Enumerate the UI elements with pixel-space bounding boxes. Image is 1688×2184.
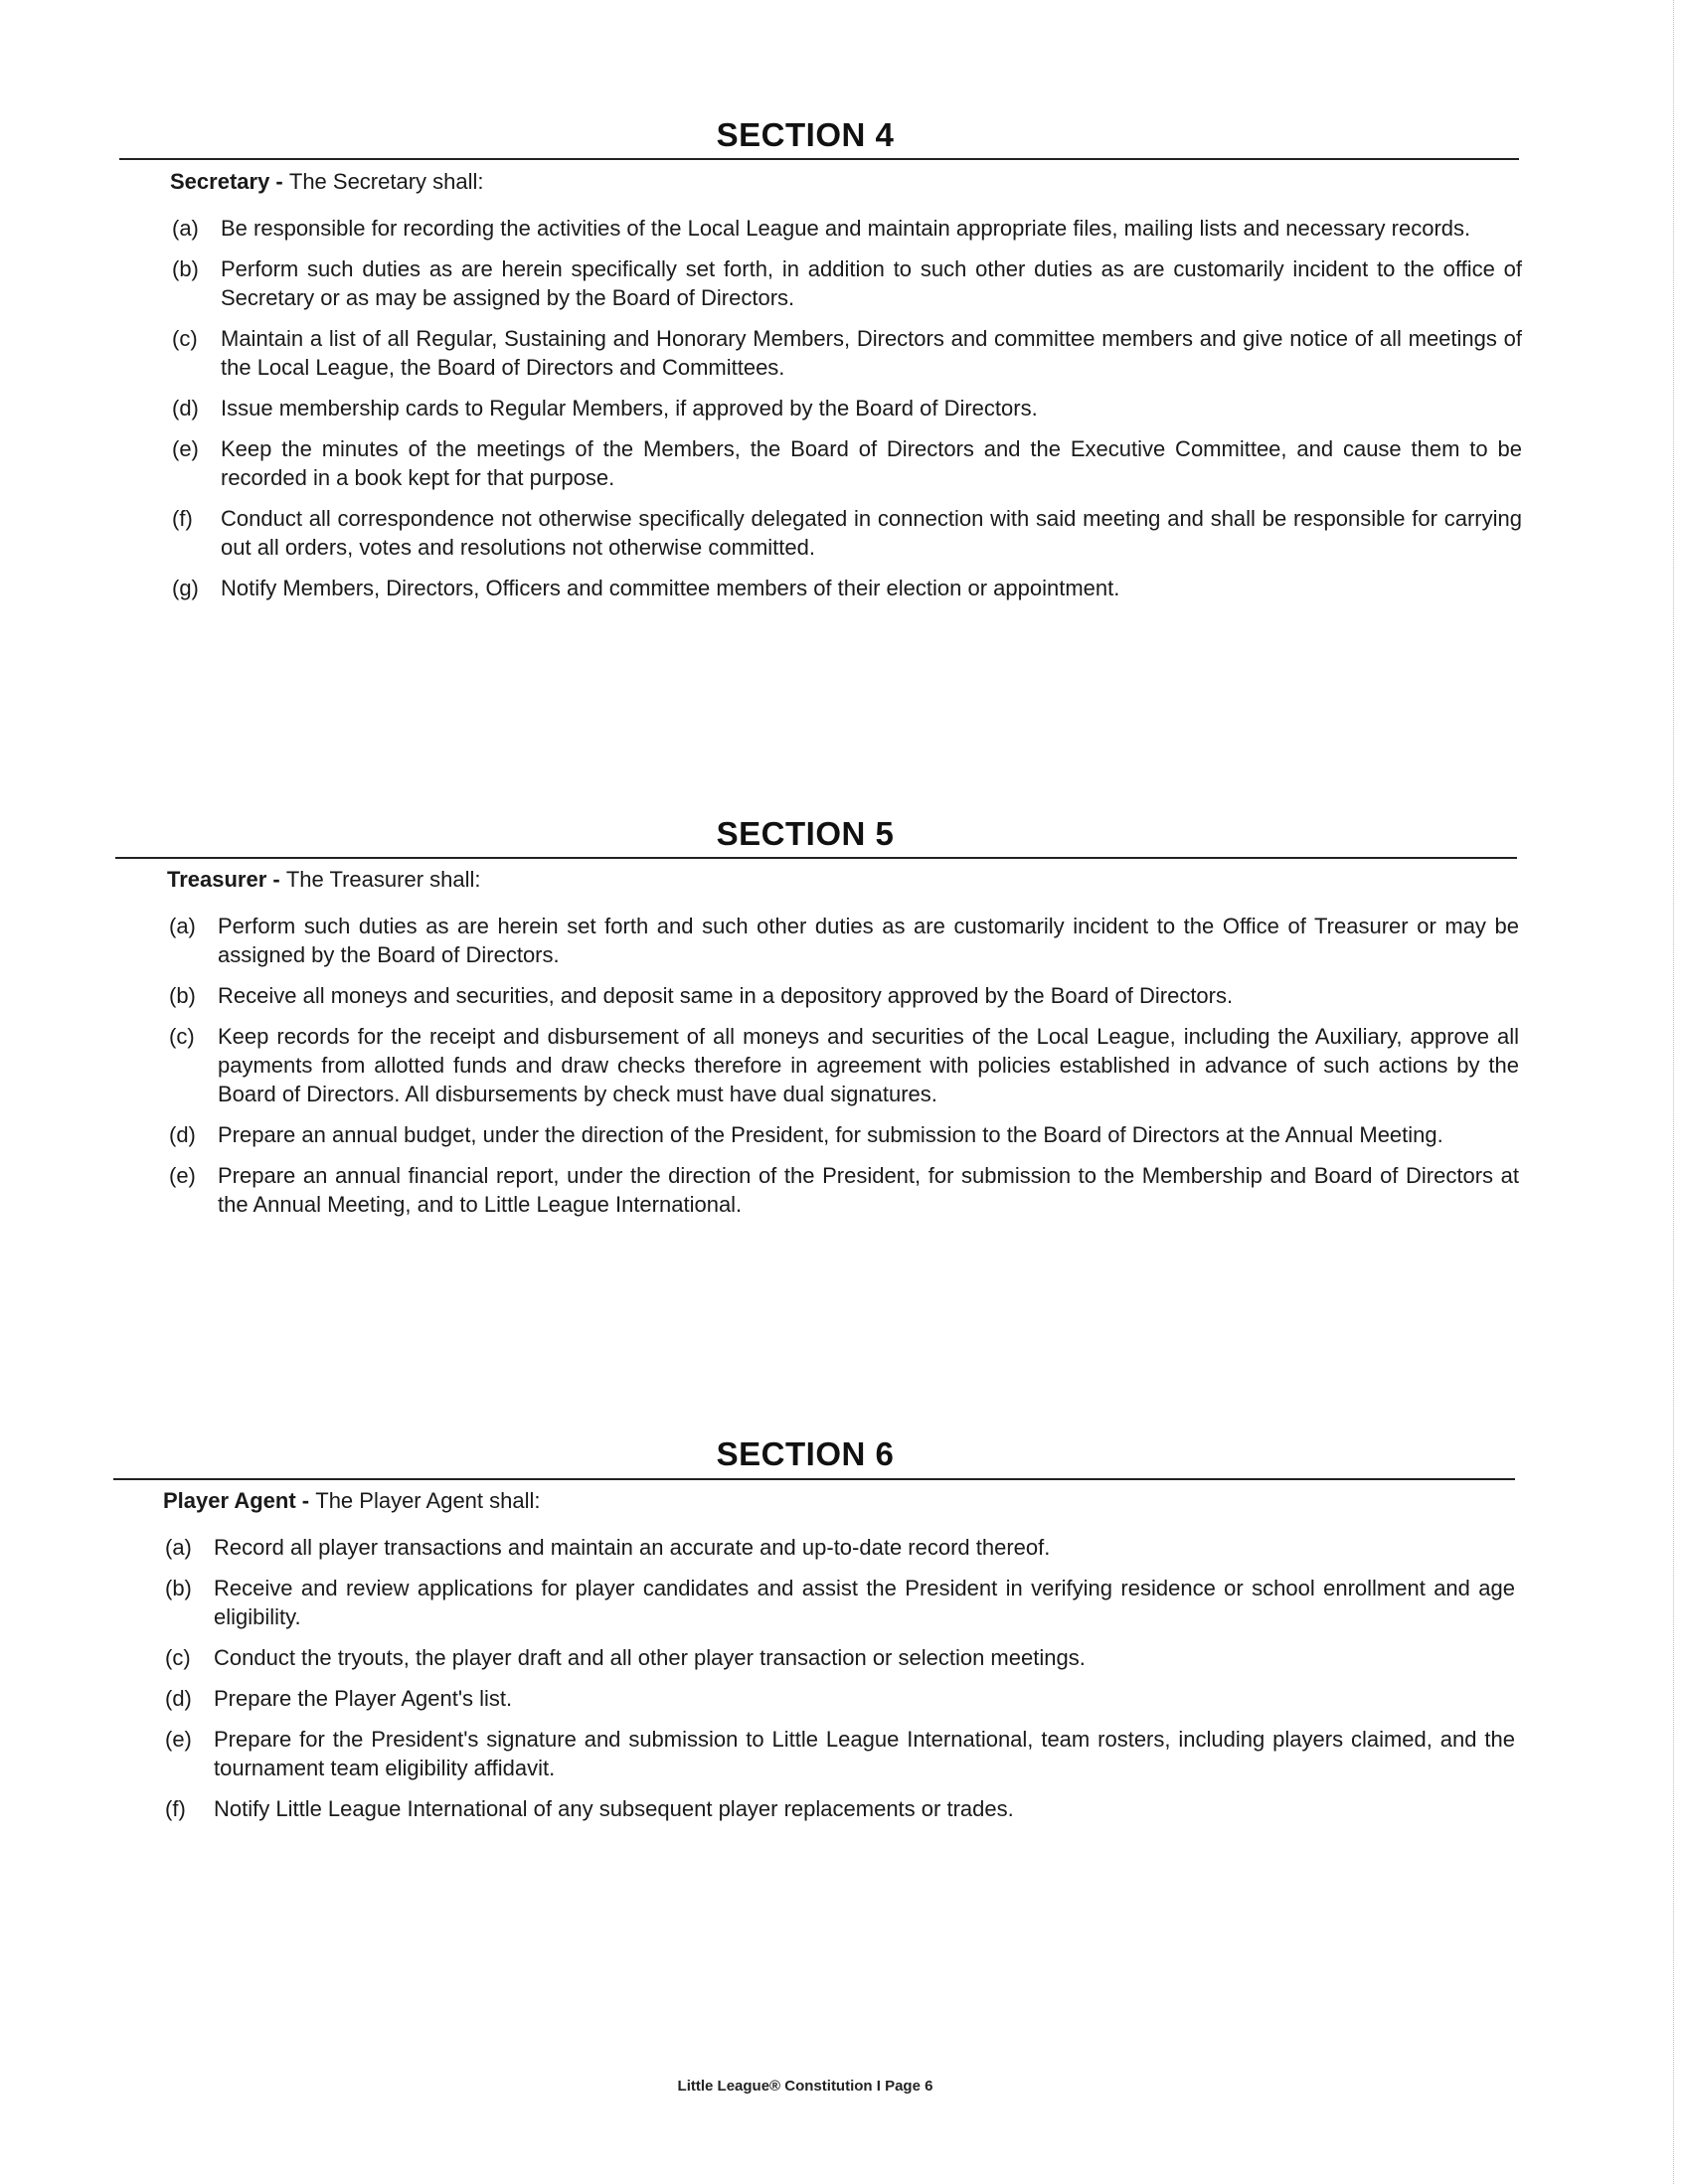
section-rule [119,158,1519,160]
item-text: Be responsible for recording the activities of the Local League and maintain appropriate files, mailing lists and necessary records. [221,216,1471,241]
item-label: (a) [172,216,199,241]
list-item [169,981,1519,1010]
section-title: SECTION 5 [716,815,895,852]
item-label: (b) [165,1576,192,1600]
section-intro: Treasurer - The Treasurer shall: [167,867,481,892]
item-label: (g) [172,576,199,600]
item-label: (f) [165,1796,186,1821]
item-text: Conduct the tryouts, the player draft and all other player transaction or selection meetings. [214,1645,1086,1670]
list-item [172,394,1522,422]
item-text: Maintain a list of all Regular, Sustaining and Honorary Members, Directors and committee members and give notice of all meetings of the Local League, the Board of Directors and Committees. [221,326,1522,380]
role-name: Player Agent [163,1488,296,1513]
intro-text: The Secretary shall: [288,169,484,194]
page-footer: Little League® Constitution I Page 6 [677,2078,933,2095]
item-text: Prepare an annual financial report, under the direction of the President, for submission to the Membership and Board of Directors at the Annual Meeting, and to Little League International. [218,1163,1519,1217]
item-label: (e) [169,1163,196,1188]
item-text: Prepare the Player Agent's list. [214,1686,513,1711]
item-label: (e) [165,1727,192,1752]
item-text: Issue membership cards to Regular Members, if approved by the Board of Directors. [221,396,1038,420]
item-text: Prepare an annual budget, under the direction of the President, for submission to the Board of Directors at the Annual Meeting. [218,1122,1443,1147]
list-item [165,1533,1515,1562]
item-label: (b) [169,983,196,1008]
item-text: Notify Members, Directors, Officers and committee members of their election or appointment. [221,576,1120,600]
item-list [169,912,1519,1231]
section-rule [113,1478,1515,1480]
list-item [172,254,1522,312]
list-item [165,1684,1515,1713]
intro-text: The Treasurer shall: [285,867,481,892]
section-rule [115,857,1517,859]
list-item [169,1022,1519,1108]
list-item [165,1794,1515,1823]
intro-text: The Player Agent shall: [315,1488,541,1513]
role-name: Secretary [170,169,270,194]
item-text: Record all player transactions and maintain an accurate and up-to-date record thereof. [214,1535,1051,1560]
list-item [172,434,1522,492]
item-label: (c) [169,1024,195,1049]
item-label: (b) [172,256,199,281]
list-item [172,504,1522,562]
scan-edge [1673,0,1675,2184]
item-text: Conduct all correspondence not otherwise specifically delegated in connection with said meeting and shall be responsible for carrying out all orders, votes and resolutions not otherwise committed. [221,506,1522,560]
section-intro: Secretary - The Secretary shall: [170,169,484,194]
item-text: Receive and review applications for player candidates and assist the President in verifying residence or school enrollment and age eligibility. [214,1576,1515,1629]
item-label: (f) [172,506,193,531]
item-text: Perform such duties as are herein set forth and such other duties as are customarily incident to the Office of Treasurer or may be assigned by the Board of Directors. [218,914,1519,967]
list-item [169,912,1519,969]
section-title: SECTION 6 [716,1435,895,1472]
item-label: (d) [172,396,199,420]
item-text: Perform such duties as are herein specifically set forth, in addition to such other duties as are customarily incident to the office of Secretary or as may be assigned by the Board of Directors. [221,256,1522,310]
list-item [165,1574,1515,1631]
role-name: Treasurer [167,867,267,892]
list-item [172,214,1522,243]
item-label: (a) [169,914,196,938]
list-item [172,574,1522,602]
item-label: (a) [165,1535,192,1560]
list-item [172,324,1522,382]
item-label: (c) [165,1645,191,1670]
item-list [172,214,1522,614]
item-label: (d) [169,1122,196,1147]
item-label: (c) [172,326,198,351]
list-item [169,1161,1519,1219]
item-text: Notify Little League International of any subsequent player replacements or trades. [214,1796,1014,1821]
item-text: Receive all moneys and securities, and deposit same in a depository approved by the Board of Directors. [218,983,1234,1008]
list-item [169,1120,1519,1149]
section-intro: Player Agent - The Player Agent shall: [163,1488,541,1513]
item-text: Keep the minutes of the meetings of the Members, the Board of Directors and the Executive Committee, and cause them to be recorded in a book kept for that purpose. [221,436,1522,490]
section-title: SECTION 4 [716,116,895,153]
item-label: (d) [165,1686,192,1711]
list-item [165,1643,1515,1672]
item-text: Keep records for the receipt and disbursement of all moneys and securities of the Local League, including the Auxiliary, approve all payments from allotted funds and draw checks therefore in agreement with policies established in advance of such actions by the Board of Directors. All disbursements by check must have dual signatures. [218,1024,1519,1106]
list-item [165,1725,1515,1782]
item-list [165,1533,1515,1835]
item-text: Prepare for the President's signature and submission to Little League International, team rosters, including players claimed, and the tournament team eligibility affidavit. [214,1727,1515,1780]
item-label: (e) [172,436,199,461]
